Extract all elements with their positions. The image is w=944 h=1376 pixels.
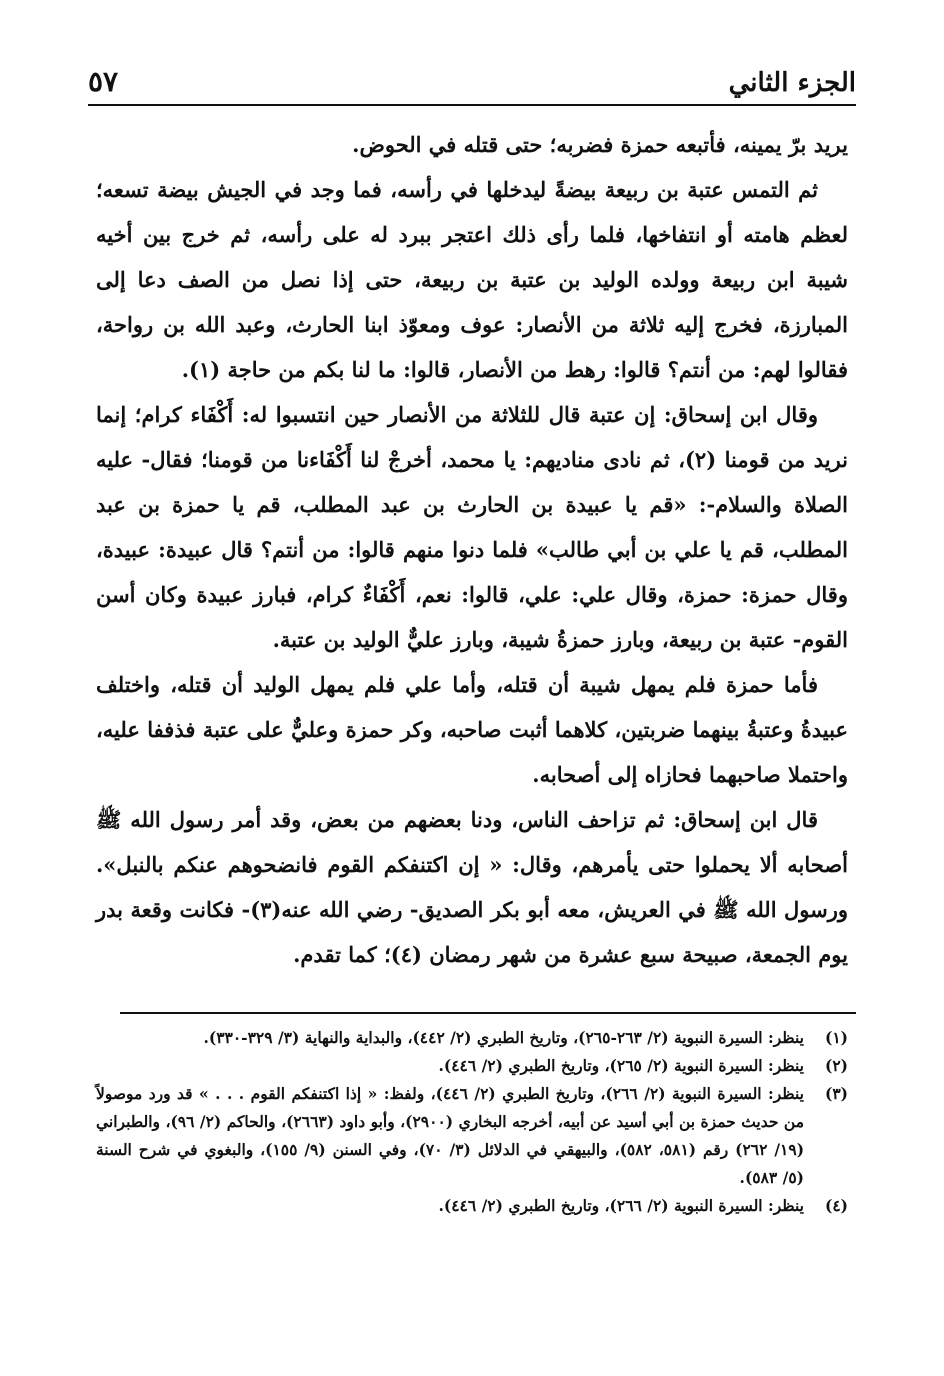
paragraph: فأما حمزة فلم يمهل شيبة أن قتله، وأما علي فلم يمهل الوليد أن قتله، واختلف عبيدةُ وعتبةُ بينهما ضربتين، كلاهما أثبت صاحبه، وكر حمزة وعليٌّ على عتبة فذففا عليه، واحتملا صاحبهما فحازاه إلى أصحابه. xyxy=(96,672,848,787)
running-title: الجزء الثاني xyxy=(728,68,856,98)
footnote-number: (٢) xyxy=(824,1056,848,1075)
footnote xyxy=(96,1080,848,1192)
paragraph: ثم التمس عتبة بن ربيعة بيضةً ليدخلها في رأسه، فما وجد في الجيش بيضة تسعه؛ لعظم هامته أو انتفاخها، فلما رأى ذلك اعتجر ببرد له على رأسه، ثم خرج بين أخيه شيبة ابن ربيعة وولده الوليد بن عتبة بن ربيعة، حتى إذا نصل من الصف دعا إلى المبارزة، فخرج إليه ثلاثة من الأنصار: عوف ومعوّذ ابنا الحارث، وعبد الله بن رواحة، فقالوا لهم: من أنتم؟ قالوا: رهط من الأنصار، قالوا: ما لنا بكم من حاجة (١). xyxy=(96,177,848,382)
footnotes xyxy=(96,1024,848,1220)
footnote xyxy=(96,1052,848,1080)
header-divider xyxy=(88,104,856,106)
page-header xyxy=(88,58,856,98)
footnote-text: ينظر: السيرة النبوية (٢/ ٢٦٦)، وتاريخ الطبري (٢/ ٤٤٦). xyxy=(438,1196,804,1215)
footnote xyxy=(96,1024,848,1052)
paragraph: قال ابن إسحاق: ثم تزاحف الناس، ودنا بعضهم من بعض، وقد أمر رسول الله ﷺ أصحابه ألا يحملوا حتى يأمرهم، وقال: « إن اكتنفكم القوم فانضحوهم عنكم بالنبل». ورسول الله ﷺ في العريش، معه أبو بكر الصديق- رضي الله عنه(٣)- فكانت وقعة بدر يوم الجمعة، صبيحة سبع عشرة من شهر رمضان (٤)؛ كما تقدم. xyxy=(96,807,848,967)
paragraph: وقال ابن إسحاق: إن عتبة قال للثلاثة من الأنصار حين انتسبوا له: أَكْفَاء كرام؛ إنما نريد من قومنا (٢)، ثم نادى مناديهم: يا محمد، أخرجْ لنا أَكْفَاءنا من قومنا؛ فقال- عليه الصلاة والسلام-: «قم يا عبيدة بن الحارث بن عبد المطلب، قم يا حمزة بن عبد المطلب، قم يا علي بن أبي طالب» فلما دنوا منهم قالوا: من أنتم؟ قال عبيدة: عبيدة، وقال حمزة: حمزة، وقال علي: علي، قالوا: نعم، أَكْفَاءٌ كرام، فبارز عبيدة وكان أسن القوم- عتبة بن ربيعة، وبارز حمزةُ شيبة، وبارز عليٌّ الوليد بن عتبة. xyxy=(96,402,848,652)
footnote-number: (٤) xyxy=(824,1196,848,1215)
page-number: ٥٧ xyxy=(88,65,119,98)
footnote-text: ينظر: السيرة النبوية (٢/ ٢٦٦)، وتاريخ الطبري (٢/ ٤٤٦)، ولفظ: « إذا اكتنفكم القوم . . . » قد ورد موصولاً من حديث حمزة بن أبي أسيد عن أبيه، أخرجه البخاري (٢٩٠٠)، وأبو داود (٢٦٦٣)، والحاكم (٢/ ٩٦)، والطبراني (١٩/ ٢٦٢) رقم (٥٨١، ٥٨٢)، والبيهقي في الدلائل (٣/ ٧٠)، وفي السنن (٩/ ١٥٥)، والبغوي في شرح السنة (٥/ ٥٨٣). xyxy=(96,1084,805,1187)
footnote-text: ينظر: السيرة النبوية (٢/ ٢٦٣-٢٦٥)، وتاريخ الطبري (٢/ ٤٤٢)، والبداية والنهاية (٣/ ٣٢٩-٣٣٠). xyxy=(203,1028,804,1047)
paragraph: يريد برّ يمينه، فأتبعه حمزة فضربه؛ حتى قتله في الحوض. xyxy=(352,132,848,157)
footnote-number: (١) xyxy=(824,1028,848,1047)
footnote-divider xyxy=(120,1012,856,1014)
main-text xyxy=(96,122,848,977)
footnote xyxy=(96,1192,848,1220)
footnote-text: ينظر: السيرة النبوية (٢/ ٢٦٥)، وتاريخ الطبري (٢/ ٤٤٦). xyxy=(438,1056,804,1075)
footnote-number: (٣) xyxy=(824,1084,848,1103)
